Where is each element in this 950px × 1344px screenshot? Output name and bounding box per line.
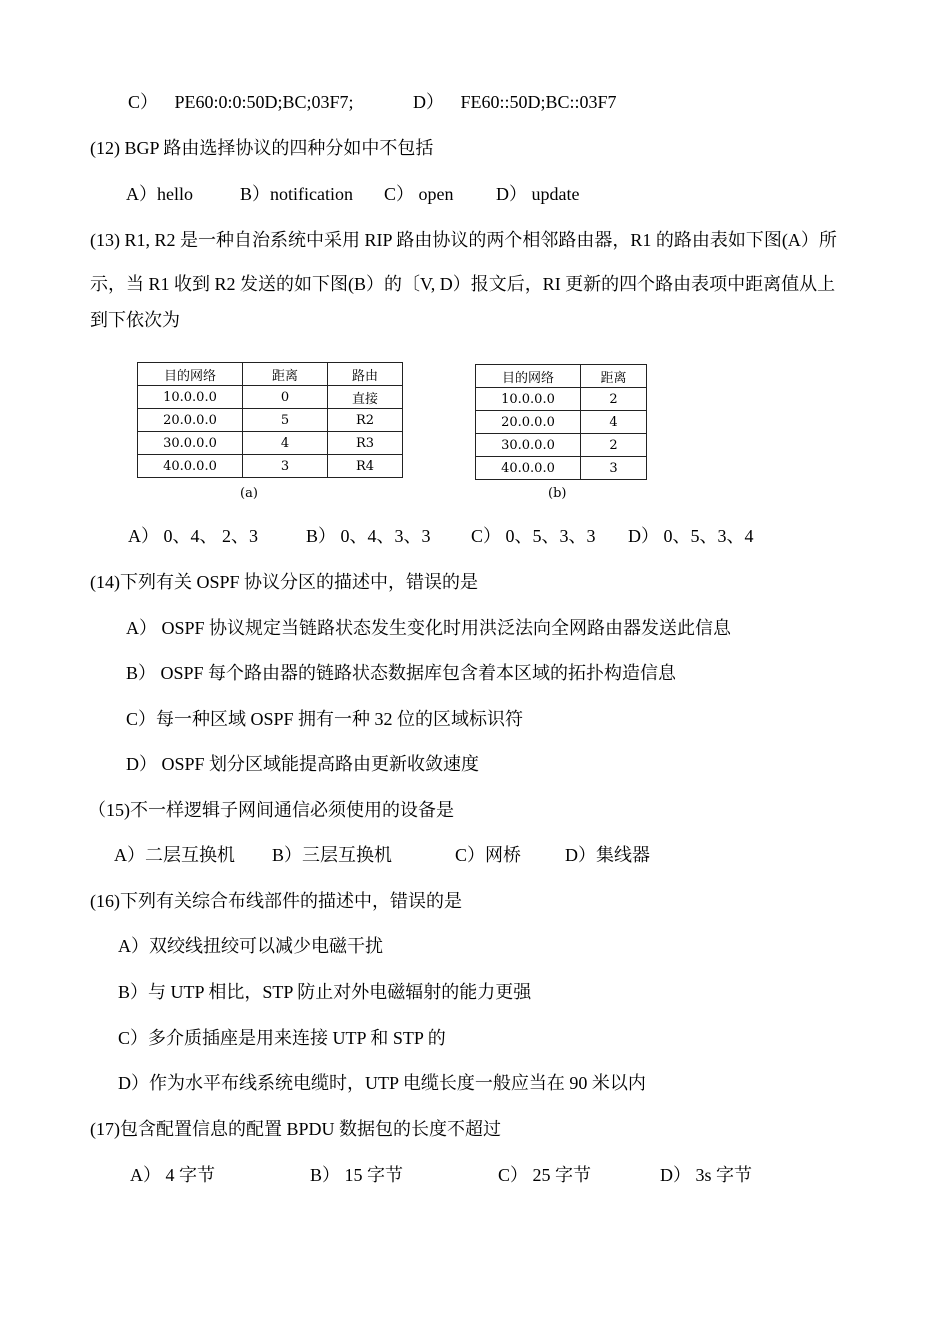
q11-option-d — [413, 90, 617, 114]
q15-option-d: D）集线器 — [565, 845, 650, 865]
table-row — [476, 388, 647, 411]
routing-table-a — [137, 362, 403, 478]
table-b-header-distance: 距离 — [581, 365, 647, 388]
q13-option-b: B） 0、4、3、3 — [306, 526, 431, 546]
table-a-header-route: 路由 — [328, 363, 403, 386]
table-a-caption: (a) — [240, 486, 258, 501]
q14-option-d: D） OSPF 划分区域能提高路由更新收敛速度 — [126, 754, 480, 774]
q14-option-c: C）每一种区域 OSPF 拥有一种 32 位的区域标识符 — [126, 709, 524, 729]
q15-option-a: A）二层互换机 — [114, 845, 235, 865]
table-cell: 20.0.0.0 — [476, 411, 581, 434]
table-cell: 2 — [581, 434, 647, 457]
q12-option-b: B）notification — [240, 184, 353, 204]
table-row — [138, 409, 403, 432]
table-cell: 4 — [581, 411, 647, 434]
table-cell: 10.0.0.0 — [476, 388, 581, 411]
q16-option-a: A）双绞线扭绞可以减少电磁干扰 — [118, 936, 383, 956]
table-cell: R3 — [328, 432, 403, 455]
table-a-header-row — [138, 363, 403, 386]
q16-stem: (16)下列有关综合布线部件的描述中，错误的是 — [90, 891, 462, 911]
q16-option-d: D）作为水平布线系统电缆时，UTP 电缆长度一般应当在 90 米以内 — [118, 1073, 646, 1093]
table-b-caption: (b) — [548, 486, 567, 501]
table-cell: 直接 — [328, 386, 403, 409]
table-row — [476, 457, 647, 480]
table-row — [476, 411, 647, 434]
q16-option-b: B）与 UTP 相比，STP 防止对外电磁辐射的能力更强 — [118, 982, 532, 1002]
table-cell: 10.0.0.0 — [138, 386, 243, 409]
q14-option-a: A） OSPF 协议规定当链路状态发生变化时用洪泛法向全网路由器发送此信息 — [126, 618, 732, 638]
q17-option-d: D） 3s 字节 — [660, 1165, 753, 1185]
table-cell: 3 — [243, 455, 328, 478]
q13-stem-line1: (13) R1, R2 是一种自治系统中采用 RIP 路由协议的两个相邻路由器，R1 的路由表如下图(A）所 — [90, 230, 837, 250]
table-cell: 2 — [581, 388, 647, 411]
table-b-header-network: 目的网络 — [476, 365, 581, 388]
q12-option-c: C） open — [384, 184, 454, 204]
table-a-header-network: 目的网络 — [138, 363, 243, 386]
table-b-header-row — [476, 365, 647, 388]
q11-option-c — [128, 90, 354, 114]
q12-option-d: D） update — [496, 184, 580, 204]
table-cell: R2 — [328, 409, 403, 432]
q13-stem-line3: 到下依次为 — [90, 310, 180, 330]
table-cell: 20.0.0.0 — [138, 409, 243, 432]
table-row — [476, 434, 647, 457]
table-cell: 40.0.0.0 — [138, 455, 243, 478]
q17-stem: (17)包含配置信息的配置 BPDU 数据包的长度不超过 — [90, 1119, 502, 1139]
q17-option-c: C） 25 字节 — [498, 1165, 592, 1185]
q16-option-c: C）多介质插座是用来连接 UTP 和 STP 的 — [118, 1028, 446, 1048]
table-cell: 5 — [243, 409, 328, 432]
table-row — [138, 455, 403, 478]
table-cell: 40.0.0.0 — [476, 457, 581, 480]
table-cell: 0 — [243, 386, 328, 409]
q17-option-a: A） 4 字节 — [130, 1165, 215, 1185]
table-row — [138, 386, 403, 409]
q12-stem: (12) BGP 路由选择协议的四种分如中不包括 — [90, 138, 434, 158]
q12-option-a: A）hello — [126, 184, 193, 204]
q14-option-b: B） OSPF 每个路由器的链路状态数据库包含着本区域的拓扑构造信息 — [126, 663, 677, 683]
q11-option-d-text: FE60::50D;BC::03F7 — [460, 92, 617, 112]
q11-option-d-label: D） — [413, 92, 444, 112]
q13-option-a: A） 0、4、 2、3 — [128, 526, 258, 546]
q13-option-c: C） 0、5、3、3 — [471, 526, 596, 546]
q15-option-c: C）网桥 — [455, 845, 522, 865]
q15-stem: （15)不一样逻辑子网间通信必须使用的设备是 — [88, 800, 454, 820]
routing-table-b — [475, 364, 647, 480]
table-cell: 3 — [581, 457, 647, 480]
table-cell: 4 — [243, 432, 328, 455]
table-a-header-distance: 距离 — [243, 363, 328, 386]
q15-option-b: B）三层互换机 — [272, 845, 393, 865]
q11-option-c-text: PE60:0:0:50D;BC;03F7; — [174, 92, 354, 112]
q13-option-d: D） 0、5、3、4 — [628, 526, 754, 546]
table-row — [138, 432, 403, 455]
q13-stem-line2: 示，当 R1 收到 R2 发送的如下图(B）的〔V, D）报文后，RI 更新的四个路由表项中距离值从上 — [90, 274, 836, 294]
table-cell: 30.0.0.0 — [476, 434, 581, 457]
table-cell: R4 — [328, 455, 403, 478]
q17-option-b: B） 15 字节 — [310, 1165, 404, 1185]
table-cell: 30.0.0.0 — [138, 432, 243, 455]
q11-option-c-label: C） — [128, 92, 159, 112]
q14-stem: (14)下列有关 OSPF 协议分区的描述中，错误的是 — [90, 572, 479, 592]
